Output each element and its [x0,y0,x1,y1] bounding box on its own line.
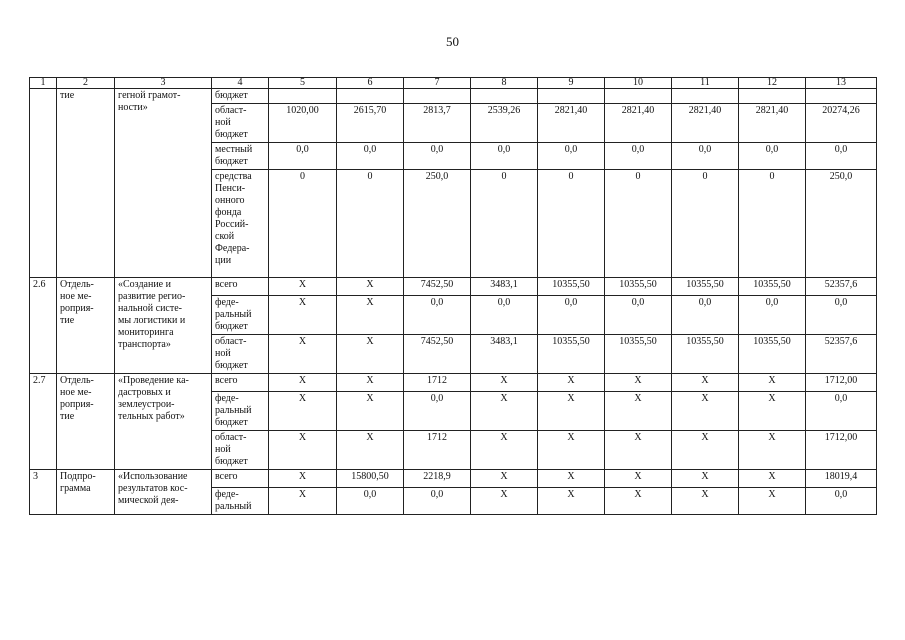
value-cell: X [471,374,538,392]
value-cell: 0,0 [672,143,739,170]
value-cell: 250,0 [404,170,471,278]
value-cell: 52357,6 [806,278,877,296]
value-cell: 1712 [404,431,471,470]
column-header: 5 [269,78,337,89]
value-cell: 20274,26 [806,104,877,143]
row-number: 3 [30,470,57,515]
value-cell: 1712,00 [806,374,877,392]
value-cell [605,89,672,104]
row-kind: Подпро- грамма [57,470,115,515]
value-cell [471,89,538,104]
table-row [30,278,877,296]
value-cell: 10355,50 [538,335,605,374]
value-cell: X [672,392,739,431]
value-cell: X [605,431,672,470]
value-cell: 0,0 [605,296,672,335]
value-cell: X [269,278,337,296]
column-header: 7 [404,78,471,89]
funding-source: средства Пенси- онного фонда Россий- ской Федера- ции [212,170,269,278]
value-cell: 0,0 [404,143,471,170]
value-cell: X [337,278,404,296]
value-cell: X [739,470,806,488]
value-cell [672,89,739,104]
value-cell [538,89,605,104]
funding-source: феде- ральный бюджет [212,392,269,431]
value-cell: X [605,470,672,488]
value-cell: X [672,374,739,392]
column-header: 8 [471,78,538,89]
value-cell: 3483,1 [471,278,538,296]
value-cell: X [672,431,739,470]
funding-source: всего [212,278,269,296]
value-cell: 2218,9 [404,470,471,488]
value-cell: 0,0 [605,143,672,170]
table-row [30,470,877,488]
value-cell: X [269,488,337,515]
value-cell: 2821,40 [739,104,806,143]
column-header: 1 [30,78,57,89]
column-header: 4 [212,78,269,89]
value-cell: X [269,470,337,488]
value-cell: 0 [739,170,806,278]
column-header: 2 [57,78,115,89]
row-title: «Проведение ка- дастровых и землеустрои- тельных работ» [115,374,212,470]
value-cell: 1712 [404,374,471,392]
value-cell: X [605,488,672,515]
funding-source: всего [212,470,269,488]
value-cell: X [471,488,538,515]
value-cell: 2821,40 [605,104,672,143]
table-row [30,374,877,392]
value-cell: 0,0 [806,392,877,431]
value-cell: X [538,374,605,392]
value-cell: 0 [672,170,739,278]
value-cell: 0 [337,170,404,278]
value-cell: 2821,40 [672,104,739,143]
value-cell: X [269,335,337,374]
funding-source: всего [212,374,269,392]
value-cell: 10355,50 [672,278,739,296]
row-title: «Использование результатов кос- мической дея- [115,470,212,515]
value-cell: X [739,488,806,515]
value-cell: X [739,392,806,431]
value-cell: X [538,470,605,488]
value-cell: X [739,374,806,392]
value-cell: 2821,40 [538,104,605,143]
value-cell: 0,0 [337,143,404,170]
value-cell: 0,0 [404,392,471,431]
value-cell: X [538,488,605,515]
column-header: 9 [538,78,605,89]
value-cell: X [269,431,337,470]
value-cell: 0,0 [269,143,337,170]
value-cell: 0,0 [806,296,877,335]
value-cell: X [605,392,672,431]
value-cell: 0,0 [471,143,538,170]
value-cell [806,89,877,104]
value-cell: X [672,470,739,488]
value-cell: X [605,374,672,392]
row-title: гerной грамот- ности» [115,89,212,278]
value-cell: X [337,335,404,374]
column-header: 3 [115,78,212,89]
value-cell: 10355,50 [739,278,806,296]
funding-source: област- ной бюджет [212,335,269,374]
row-kind: Отдель- ное ме- роприя- тие [57,374,115,470]
funding-source: област- ной бюджет [212,431,269,470]
value-cell: 0,0 [538,296,605,335]
funding-source: местный бюджет [212,143,269,170]
row-number: 2.6 [30,278,57,374]
value-cell: 18019,4 [806,470,877,488]
value-cell: 52357,6 [806,335,877,374]
funding-source: област- ной бюджет [212,104,269,143]
value-cell: 1712,00 [806,431,877,470]
funding-source: феде- ральный бюджет [212,296,269,335]
value-cell: 0,0 [739,296,806,335]
value-cell: 0,0 [337,488,404,515]
value-cell: 0,0 [471,296,538,335]
value-cell: X [471,431,538,470]
value-cell: 7452,50 [404,278,471,296]
value-cell: 1020,00 [269,104,337,143]
value-cell: X [471,470,538,488]
value-cell: 0,0 [404,296,471,335]
header-row [30,78,877,89]
value-cell: X [337,392,404,431]
row-kind: Отдель- ное ме- роприя- тие [57,278,115,374]
value-cell [404,89,471,104]
value-cell: 10355,50 [739,335,806,374]
value-cell: X [538,392,605,431]
value-cell: 0,0 [672,296,739,335]
value-cell: 0,0 [739,143,806,170]
value-cell: 0 [471,170,538,278]
value-cell: X [739,431,806,470]
funding-source: бюджет [212,89,269,104]
column-header: 12 [739,78,806,89]
value-cell: X [337,431,404,470]
value-cell: 2539,26 [471,104,538,143]
column-header: 13 [806,78,877,89]
value-cell [739,89,806,104]
value-cell: 0,0 [404,488,471,515]
column-header: 10 [605,78,672,89]
value-cell: 3483,1 [471,335,538,374]
value-cell: 10355,50 [538,278,605,296]
column-header: 11 [672,78,739,89]
value-cell: X [471,392,538,431]
value-cell: 250,0 [806,170,877,278]
value-cell: 10355,50 [605,335,672,374]
value-cell: 0 [538,170,605,278]
value-cell: 0,0 [538,143,605,170]
value-cell: X [538,431,605,470]
value-cell: 10355,50 [605,278,672,296]
funding-source: феде- ральный [212,488,269,515]
row-number: 2.7 [30,374,57,470]
value-cell: 2615,70 [337,104,404,143]
value-cell: X [269,296,337,335]
column-header: 6 [337,78,404,89]
value-cell: 0,0 [806,143,877,170]
row-number [30,89,57,278]
value-cell [269,89,337,104]
row-title: «Создание и развитие регио- нальной систе- мы логистики и мониторинга транспорта» [115,278,212,374]
value-cell: 7452,50 [404,335,471,374]
page-number: 50 [446,34,459,49]
value-cell: X [337,374,404,392]
value-cell: 15800,50 [337,470,404,488]
value-cell: X [269,374,337,392]
table-row [30,89,877,104]
budget-table [29,77,877,515]
value-cell [337,89,404,104]
row-kind: тие [57,89,115,278]
value-cell: 10355,50 [672,335,739,374]
value-cell: 2813,7 [404,104,471,143]
value-cell: X [269,392,337,431]
value-cell: 0,0 [806,488,877,515]
value-cell: X [337,296,404,335]
value-cell: X [672,488,739,515]
value-cell: 0 [269,170,337,278]
value-cell: 0 [605,170,672,278]
